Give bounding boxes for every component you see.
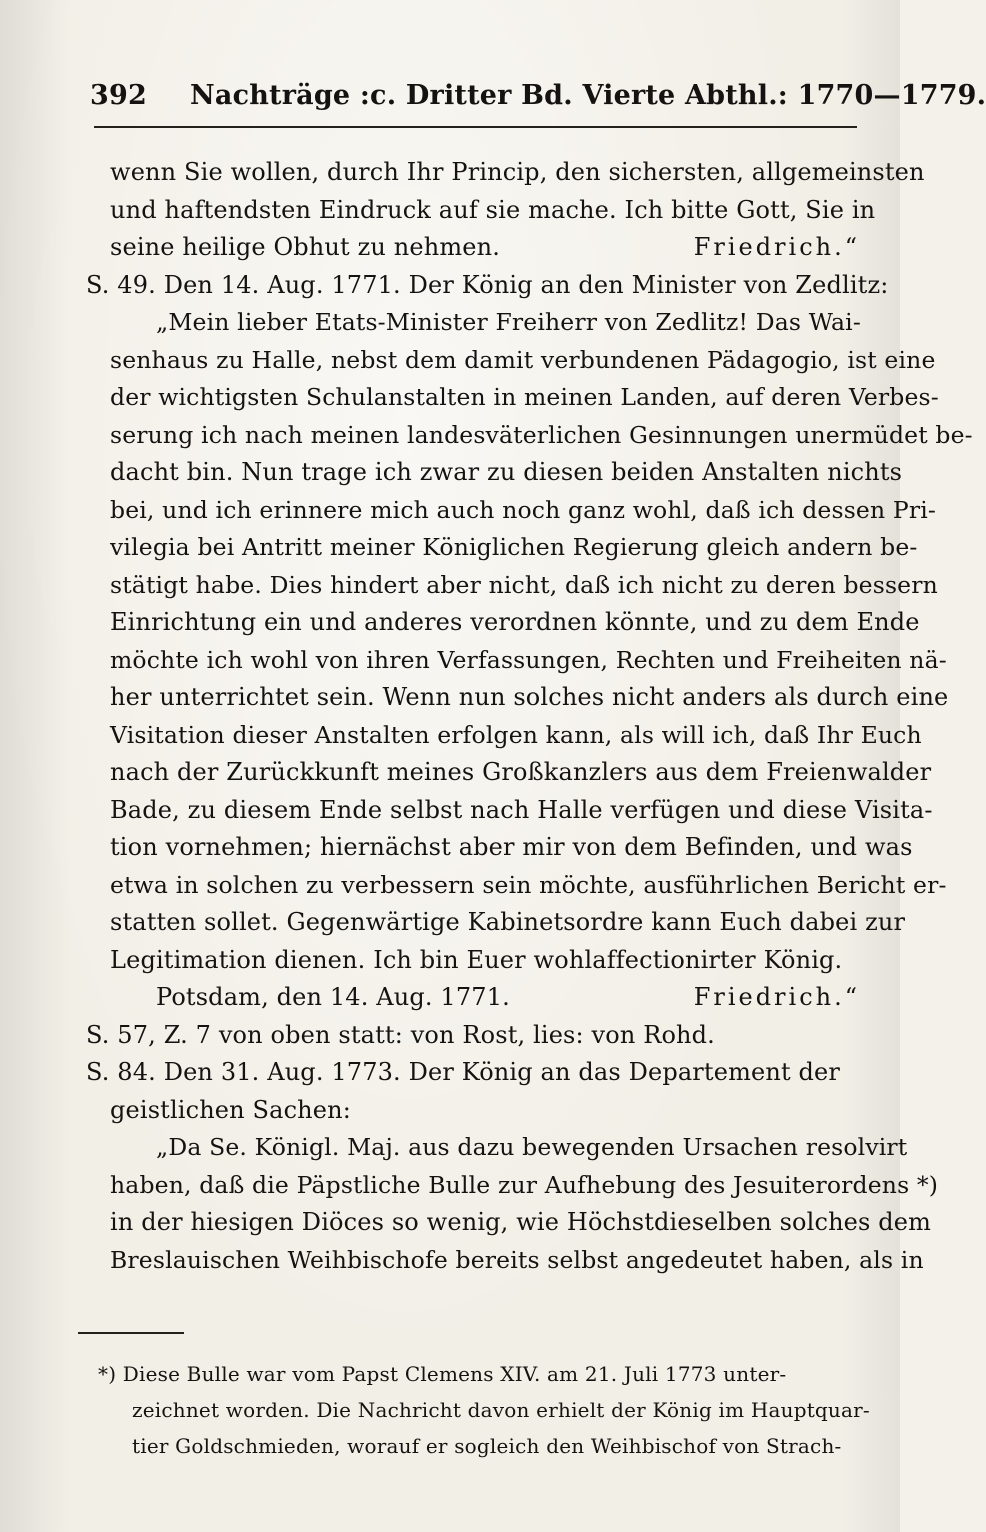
running-title: Nachträge :c. Dritter Bd. Vierte Abthl.: 1770—1779. [190, 80, 986, 111]
text-line: etwa in solchen zu verbessern sein möchte, ausführlichen Bericht er- [110, 870, 947, 899]
footnote-rule [78, 1332, 184, 1334]
text-line: senhaus zu Halle, nebst dem damit verbundenen Pädagogio, ist eine [110, 345, 936, 374]
text-line: bei, und ich erinnere mich auch noch ganz wohl, daß ich dessen Pri- [110, 495, 936, 524]
text-line: Einrichtung ein und anderes verordnen könnte, und zu dem Ende [110, 608, 920, 636]
text-line: Breslauischen Weihbischofe bereits selbst angedeutet haben, als in [110, 1245, 924, 1274]
text-line-left: seine heilige Obhut zu nehmen. [110, 233, 500, 261]
text-line: „Mein lieber Etats-Minister Freiherr von Zedlitz! Das Wai- [156, 308, 861, 336]
place-date: Potsdam, den 14. Aug. 1771. [156, 983, 510, 1011]
section-reference: S. 57, Z. 7 von oben statt: von Rost, lies: von Rohd. [86, 1020, 715, 1049]
footnote-line: *) Diese Bulle war vom Papst Clemens XIV. am 21. Juli 1773 unter- [98, 1362, 787, 1386]
header-rule [94, 126, 857, 128]
text-line: nach der Zurückkunft meines Großkanzlers aus dem Freienwalder [110, 758, 932, 786]
text-line: „Da Se. Königl. Maj. aus dazu bewegenden Ursachen resolvirt [156, 1133, 908, 1161]
text-line: möchte ich wohl von ihren Verfassungen, Rechten und Freiheiten nä- [110, 645, 947, 674]
text-line: in der hiesigen Diöces so wenig, wie Höchstdieselben solches dem [110, 1208, 932, 1236]
text-line: wenn Sie wollen, durch Ihr Princip, den sichersten, allgemeinsten [110, 158, 925, 186]
main-text [86, 154, 973, 1338]
page-header [90, 80, 986, 118]
footnote-line: tier Goldschmieden, worauf er sogleich den Weihbischof von Strach- [132, 1434, 842, 1458]
text-line: stätigt habe. Dies hindert aber nicht, daß ich nicht zu deren bessern [110, 570, 938, 599]
text-line: der wichtigsten Schulanstalten in meinen Landen, auf deren Verbes- [110, 383, 939, 411]
signature: Friedrich.“ [693, 983, 860, 1011]
text-line: her unterrichtet sein. Wenn nun solches nicht anders als durch eine [110, 683, 949, 711]
section-reference: S. 84. Den 31. Aug. 1773. Der König an das Departement der [86, 1058, 841, 1086]
text-line: serung ich nach meinen landesväterlichen Gesinnungen unermüdet be- [110, 420, 973, 449]
text-line: statten sollet. Gegenwärtige Kabinetsordre kann Euch dabei zur [110, 908, 906, 936]
page-number: 392 [90, 80, 147, 111]
signature: Friedrich.“ [693, 233, 860, 261]
text-line: Visitation dieser Anstalten erfolgen kann, als will ich, daß Ihr Euch [110, 720, 922, 749]
text-line [110, 229, 860, 267]
text-line: vilegia bei Antritt meiner Königlichen Regierung gleich andern be- [110, 533, 918, 561]
text-line: dacht bin. Nun trage ich zwar zu diesen beiden Anstalten nichts [110, 458, 903, 486]
text-line: Legitimation dienen. Ich bin Euer wohlaffectionirter König. [110, 945, 843, 974]
footnote [90, 1356, 870, 1476]
text-line [110, 979, 860, 1017]
footnote-line: zeichnet worden. Die Nachricht davon erhielt der König im Hauptquar- [132, 1398, 870, 1422]
text-line: geistlichen Sachen: [110, 1095, 351, 1124]
text-line: Bade, zu diesem Ende selbst nach Halle verfügen und diese Visita- [110, 795, 933, 824]
section-reference: S. 49. Den 14. Aug. 1771. Der König an den Minister von Zedlitz: [86, 270, 889, 299]
text-line: und haftendsten Eindruck auf sie mache. Ich bitte Gott, Sie in [110, 195, 876, 224]
text-line: tion vornehmen; hiernächst aber mir von dem Befinden, und was [110, 833, 913, 861]
text-line: haben, daß die Päpstliche Bulle zur Aufhebung des Jesuiterordens *) [110, 1170, 939, 1199]
